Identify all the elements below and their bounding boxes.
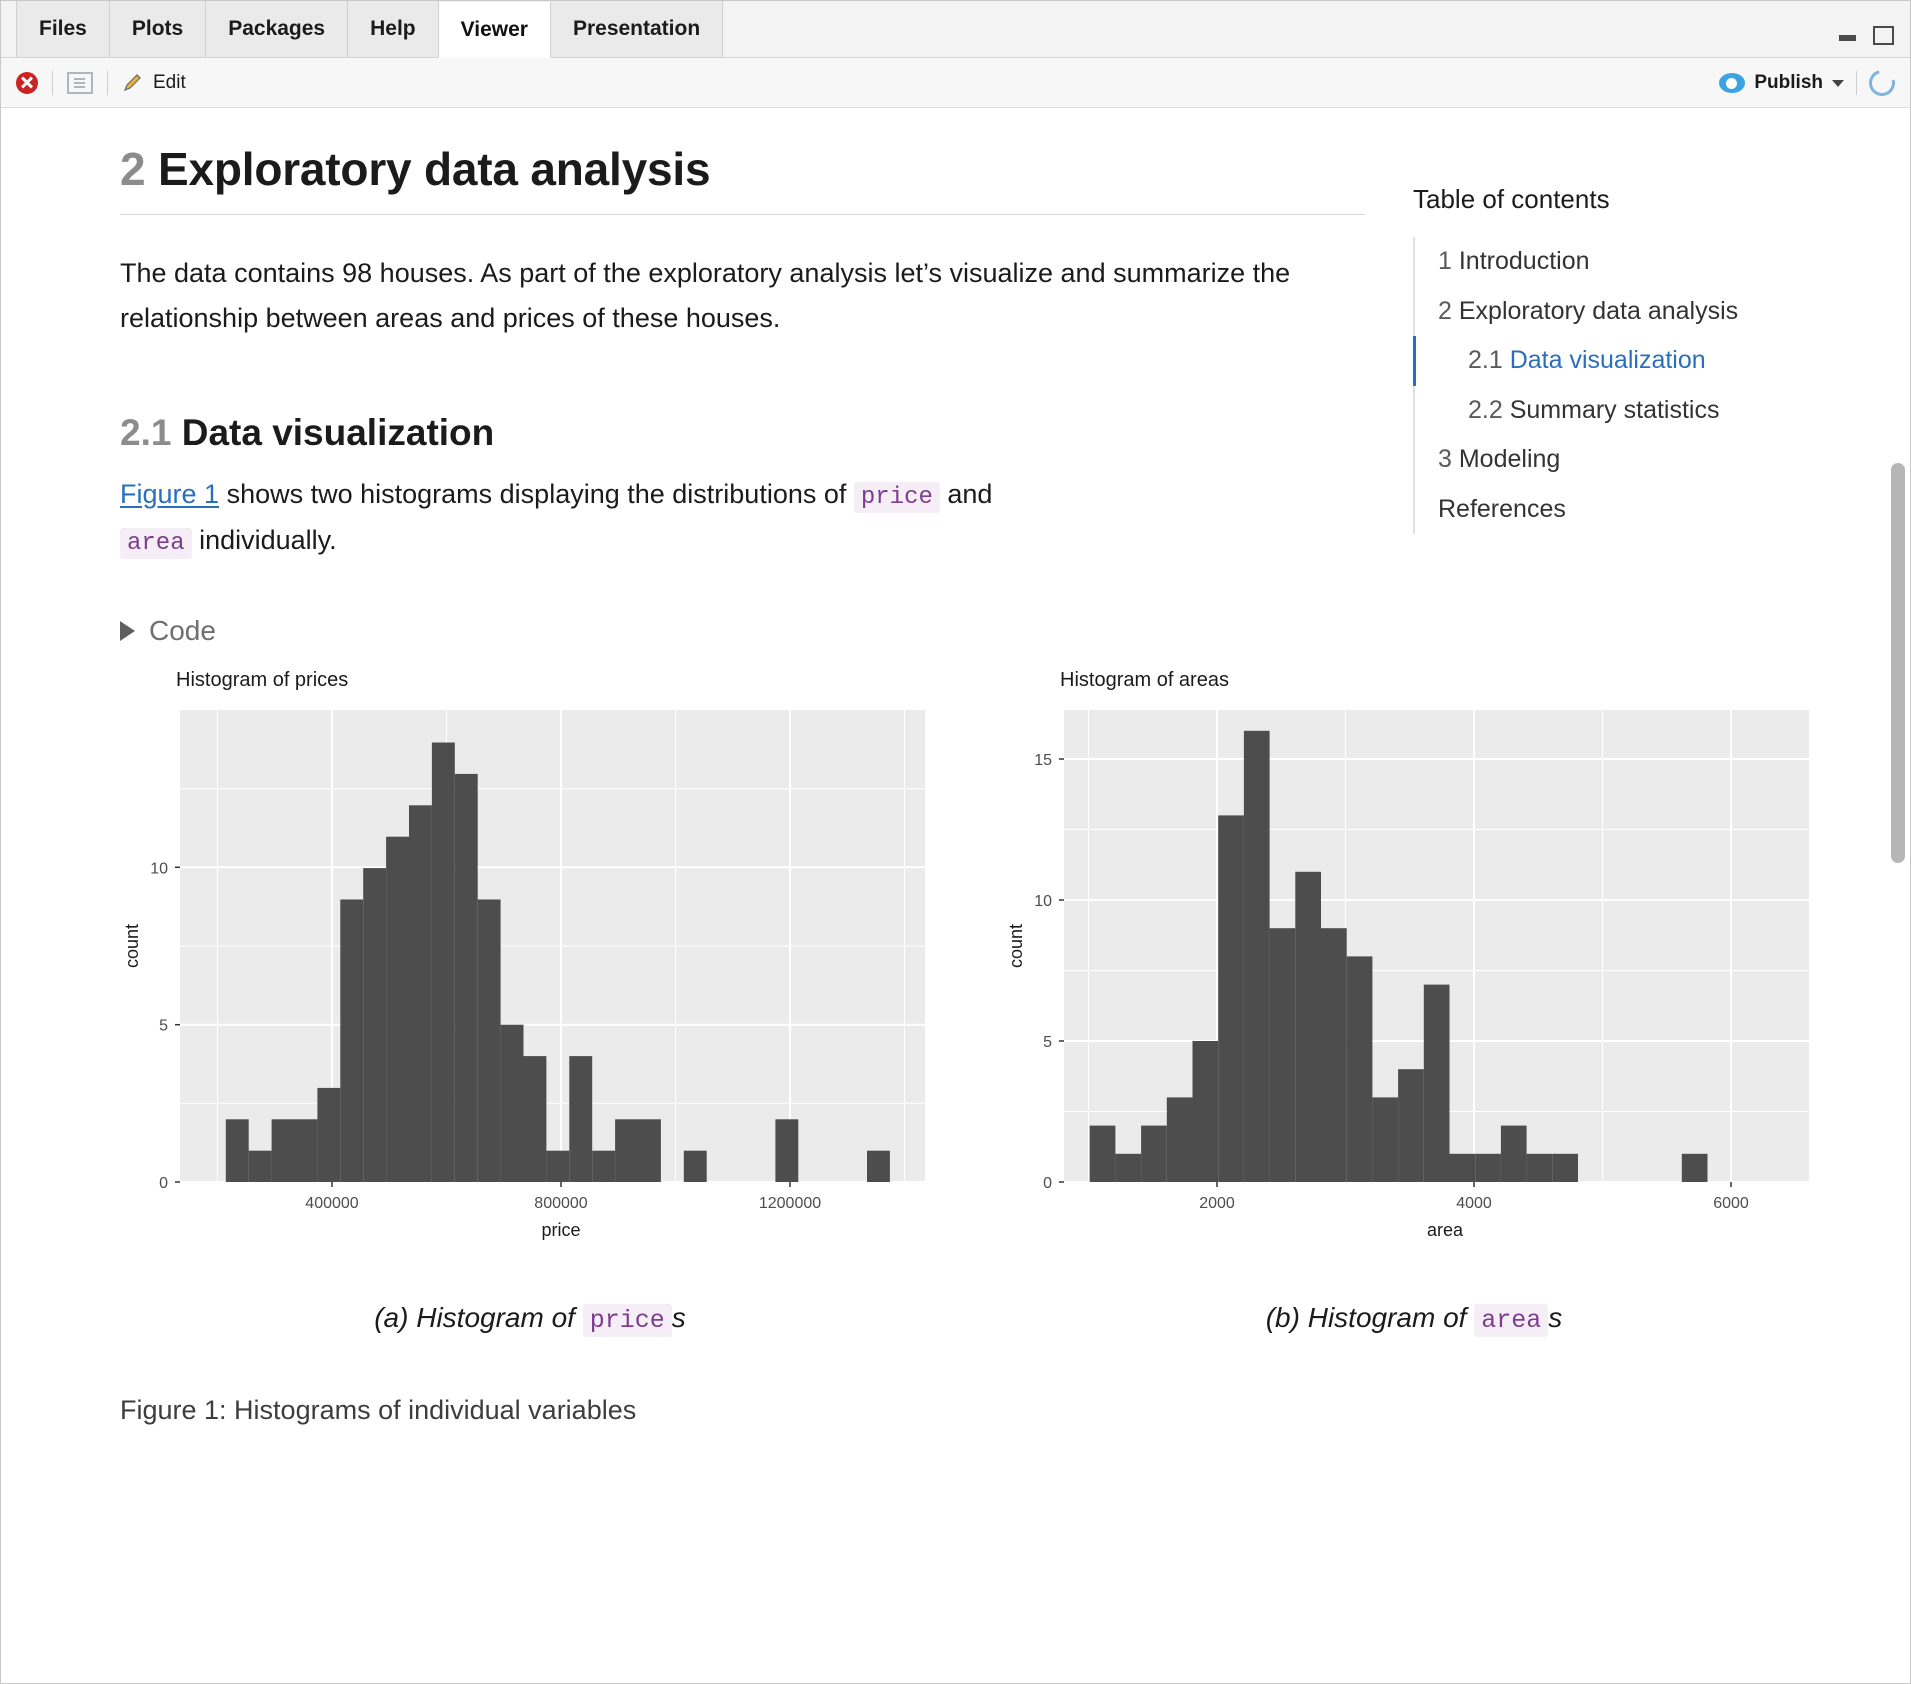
tab-label: Viewer: [460, 17, 528, 41]
open-in-new-window-icon[interactable]: [67, 72, 93, 94]
page-title: [120, 142, 1365, 215]
triangle-right-icon: [120, 621, 135, 641]
page-title-number: 2: [120, 143, 146, 195]
paragraph-text-2: and: [939, 479, 993, 510]
toc-item-label: References: [1438, 494, 1566, 523]
section-title: Data visualization: [181, 412, 495, 454]
toc-item-number: 3: [1438, 445, 1452, 473]
inline-code-price: price: [854, 482, 940, 513]
tab-label: Files: [39, 17, 87, 40]
tab-files[interactable]: [16, 1, 110, 57]
svg-text:4000: 4000: [1456, 1195, 1492, 1213]
code-disclosure-toggle[interactable]: [120, 615, 1365, 647]
svg-text:400000: 400000: [305, 1195, 359, 1213]
vertical-scrollbar[interactable]: [1891, 108, 1905, 1684]
toc-item-modeling[interactable]: [1413, 435, 1805, 485]
stop-icon[interactable]: [16, 72, 38, 94]
histogram-prices: [120, 702, 940, 1262]
histogram-areas: [1004, 702, 1824, 1262]
toc-item-label: Introduction: [1458, 247, 1590, 275]
paragraph-text-1: shows two histograms displaying the distributions of: [219, 479, 854, 510]
svg-text:area: area: [1426, 1220, 1464, 1241]
svg-text:5: 5: [1043, 1034, 1052, 1052]
section-heading: [120, 412, 1365, 454]
toc-title: Table of contents: [1413, 184, 1610, 214]
svg-text:10: 10: [150, 860, 168, 878]
svg-text:1200000: 1200000: [758, 1195, 822, 1213]
plot-b-title: Histogram of areas: [1060, 669, 1229, 692]
svg-text:800000: 800000: [534, 1195, 588, 1213]
toc-item-label: Data visualization: [1509, 346, 1706, 374]
section-paragraph: [120, 472, 1365, 563]
subcaption-a-suffix: s: [671, 1302, 686, 1334]
toolbar-divider: [1856, 71, 1857, 95]
figure-b: [1004, 669, 1824, 1335]
svg-text:count: count: [122, 924, 142, 969]
code-toggle-label: Code: [149, 615, 216, 647]
toc-item-references[interactable]: [1413, 485, 1805, 535]
quarto-document: [0, 108, 1911, 1684]
figure-link[interactable]: Figure 1: [120, 479, 220, 510]
svg-text:15: 15: [1034, 752, 1052, 770]
pane-tabbar: [0, 0, 1911, 58]
maximize-icon[interactable]: [1871, 24, 1893, 44]
viewer-document-area: [0, 108, 1911, 1684]
svg-text:5: 5: [159, 1017, 168, 1035]
minimize-icon[interactable]: [1837, 24, 1859, 44]
svg-text:2000: 2000: [1199, 1195, 1235, 1213]
figure-a: [120, 669, 940, 1335]
subcaption-a: [120, 1302, 940, 1335]
tab-label: Help: [370, 17, 416, 40]
plot-a-title: Histogram of prices: [176, 669, 349, 692]
toc-item-data-visualization[interactable]: [1413, 336, 1805, 386]
histogram-areas-svg: [1004, 702, 1824, 1262]
tab-viewer[interactable]: [439, 2, 551, 58]
tab-presentation[interactable]: [551, 1, 723, 57]
svg-text:10: 10: [1034, 893, 1052, 911]
page-title-text: Exploratory data analysis: [157, 143, 711, 195]
chevron-down-icon[interactable]: [1832, 80, 1844, 87]
inline-code-area: area: [120, 528, 192, 559]
edit-label: Edit: [153, 71, 186, 93]
svg-text:price: price: [541, 1220, 581, 1241]
svg-text:0: 0: [1043, 1175, 1052, 1193]
toc-item-number: 1: [1438, 247, 1452, 275]
toc-item-label: Exploratory data analysis: [1458, 296, 1739, 325]
refresh-icon[interactable]: [1864, 65, 1900, 101]
viewer-toolbar: [0, 58, 1911, 108]
publish-label: Publish: [1754, 72, 1823, 93]
window-controls: [1837, 24, 1893, 44]
toolbar-divider: [52, 71, 53, 95]
tab-label: Presentation: [572, 17, 701, 40]
toc-item-summary-statistics[interactable]: [1413, 386, 1805, 436]
edit-button[interactable]: [122, 72, 186, 94]
toc-list: [1413, 237, 1805, 534]
toolbar-divider: [107, 71, 108, 95]
svg-text:count: count: [1006, 924, 1026, 969]
publish-button[interactable]: [1719, 72, 1844, 94]
figure-row: [120, 669, 1749, 1336]
pencil-icon: [122, 72, 144, 94]
tab-packages[interactable]: [206, 1, 348, 57]
svg-text:6000: 6000: [1713, 1195, 1749, 1213]
toc-item-label: Modeling: [1458, 445, 1561, 473]
tab-label: Packages: [228, 17, 326, 40]
lead-paragraph: The data contains 98 houses. As part of the exploratory analysis let’s visualize and summarize the relationship between areas and prices of these houses.: [120, 258, 1291, 333]
toc-item-introduction[interactable]: [1413, 237, 1805, 287]
subcaption-b-prefix: (b) Histogram of: [1265, 1302, 1475, 1334]
svg-text:0: 0: [159, 1175, 168, 1193]
scrollbar-thumb[interactable]: [1891, 463, 1905, 863]
toc-item-number: 2.2: [1468, 395, 1503, 424]
inline-code-area: area: [1474, 1304, 1548, 1337]
section-number: 2.1: [120, 412, 172, 454]
toc-item-label: Summary statistics: [1509, 395, 1720, 424]
inline-code-price: price: [583, 1304, 672, 1337]
toc-item-exploratory-data-analysis[interactable]: [1413, 287, 1805, 337]
subcaption-b-suffix: s: [1548, 1302, 1563, 1334]
tab-plots[interactable]: [110, 1, 206, 57]
toc-item-number: 2.1: [1468, 346, 1503, 374]
paragraph-text-3: individually.: [191, 524, 337, 555]
figure-caption: Figure 1: Histograms of individual variables: [120, 1395, 637, 1426]
tab-help[interactable]: [348, 1, 439, 57]
tab-label: Plots: [131, 17, 184, 40]
publish-icon: [1719, 73, 1745, 93]
toc-item-number: 2: [1438, 296, 1452, 325]
subcaption-a-prefix: (a) Histogram of: [374, 1302, 583, 1334]
histogram-prices-svg: [120, 702, 940, 1262]
